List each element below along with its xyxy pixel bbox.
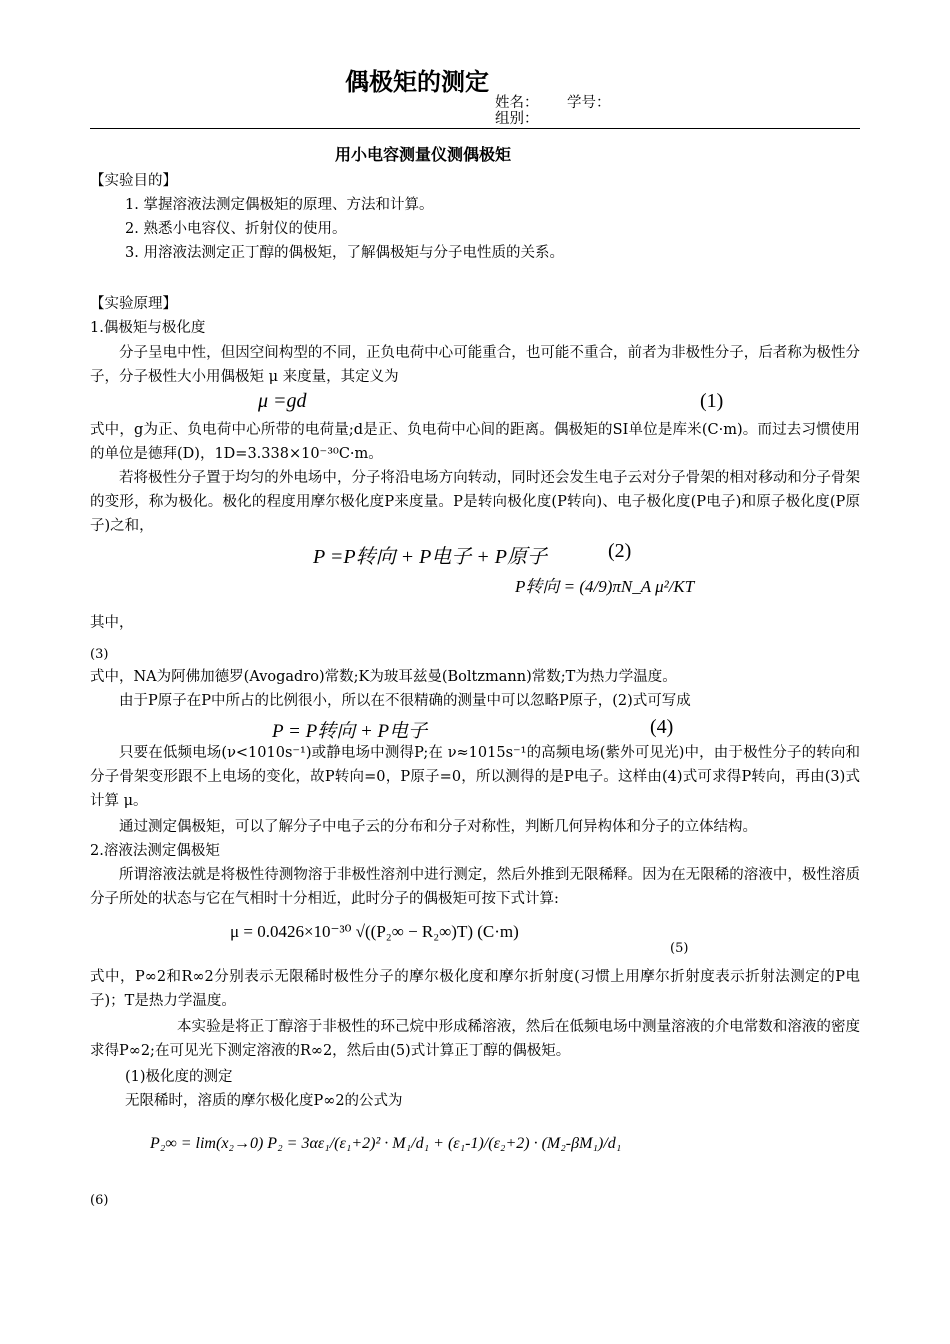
purpose-item: 1. 掌握溶液法测定偶极矩的原理、方法和计算。: [125, 197, 434, 213]
paragraph: 无限稀时，溶质的摩尔极化度P∞2的公式为: [125, 1093, 403, 1109]
header-divider: [90, 128, 860, 129]
equation-6-number: (6): [90, 1193, 109, 1208]
equation-2: P =P转向 + P电子 + P原子: [313, 546, 547, 568]
purpose-item: 2. 熟悉小电容仪、折射仪的使用。: [125, 221, 347, 237]
paragraph: 通过测定偶极矩，可以了解分子中电子云的分布和分子对称性，判断几何异构体和分子的立体结构。: [119, 819, 757, 835]
id-label: 学号：: [567, 95, 611, 111]
paragraph: 所谓溶液法就是将极性待测物溶于非极性溶剂中进行测定，然后外推到无限稀释。因为在无限稀的溶液中，极性溶质分子所处的状态与它在气相时十分相近，此时分子的偶极矩可按下式计算:: [90, 867, 860, 907]
equation-1-number: (1): [700, 390, 724, 412]
name-label: 姓名：: [495, 95, 539, 111]
equation-6: P₂∞ = lim(x₂→0) P₂ = 3αε₁/(ε₁+2)² · M₁/d₁ + (ε₁-1)/(ε₂+2) · (M₂-βM₁)/d₁: [150, 1135, 622, 1152]
purpose-item: 3. 用溶液法测定正丁醇的偶极矩，了解偶极矩与分子电性质的关系。: [125, 245, 564, 261]
section-1-heading: 1.偶极矩与极化度: [90, 320, 206, 336]
paragraph: 若将极性分子置于均匀的外电场中，分子将沿电场方向转动，同时还会发生电子云对分子骨架的相对移动和分子骨架的变形，称为极化。极化的程度用摩尔极化度P来度量。P是转向极化度(P转向)、电子极化度(P电子)和原子极化度(P原子)之和，: [90, 470, 860, 534]
group-label: 组别：: [495, 111, 539, 127]
paragraph: 式中，g为正、负电荷中心所带的电荷量;d是正、负电荷中心间的距离。偶极矩的SI单位是库米(C·m)。而过去习惯使用的单位是德拜(D)，1D=3.338×10⁻³⁰C·m。: [90, 422, 860, 462]
equation-3: P转向 = (4/9)πN_A μ²/KT: [515, 577, 695, 596]
section-2-heading: 2.溶液法测定偶极矩: [90, 843, 220, 859]
section-subtitle: 用小电容测量仪测偶极矩: [335, 145, 512, 164]
equation-2-number: (2): [608, 540, 632, 562]
subsection-heading: (1)极化度的测定: [125, 1069, 233, 1085]
equation-5-number: (5): [670, 941, 689, 956]
principle-heading: 【实验原理】: [90, 296, 177, 312]
text-qizhong: 其中，: [90, 615, 134, 631]
paragraph: 只要在低频电场(ν<1010s⁻¹)或静电场中测得P;在 ν≈1015s⁻¹的高频电场(紫外可见光)中，由于极性分子的转向和分子骨架变形跟不上电场的变化，故P转向=0，P原子=0，所以测得的是P电子。这样由(4)式可求得P转向，再由(3)式计算 μ。: [90, 745, 860, 809]
paragraph: 式中，P∞2和R∞2分别表示无限稀时极性分子的摩尔极化度和摩尔折射度(习惯上用摩尔折射度表示折射法测定的P电子)；T是热力学温度。: [90, 969, 860, 1009]
equation-3-number: (3): [90, 647, 109, 662]
paragraph: 式中，NA为阿佛加德罗(Avogadro)常数;K为玻耳兹曼(Boltzmann)常数;T为热力学温度。: [90, 669, 677, 685]
equation-5: μ = 0.0426×10⁻³⁰ √((P₂∞ − R₂∞)T) (C·m): [230, 922, 519, 941]
equation-4: P = P转向 + P电子: [272, 721, 428, 742]
paragraph: 本实验是将正丁醇溶于非极性的环己烷中形成稀溶液，然后在低频电场中测量溶液的介电常数和溶液的密度求得P∞2;在可见光下测定溶液的R∞2，然后由(5)式计算正丁醇的偶极矩。: [90, 1019, 860, 1059]
paragraph: 由于P原子在P中所占的比例很小，所以在不很精确的测量中可以忽略P原子，(2)式可写成: [119, 693, 691, 709]
equation-4-number: (4): [650, 716, 674, 738]
purpose-heading: 【实验目的】: [90, 173, 177, 189]
equation-1: μ =gd: [258, 390, 307, 412]
page-title: 偶极矩的测定: [345, 68, 489, 96]
paragraph: 分子呈电中性，但因空间构型的不同，正负电荷中心可能重合，也可能不重合，前者为非极性分子，后者称为极性分子，分子极性大小用偶极矩 μ 来度量，其定义为: [90, 345, 860, 385]
